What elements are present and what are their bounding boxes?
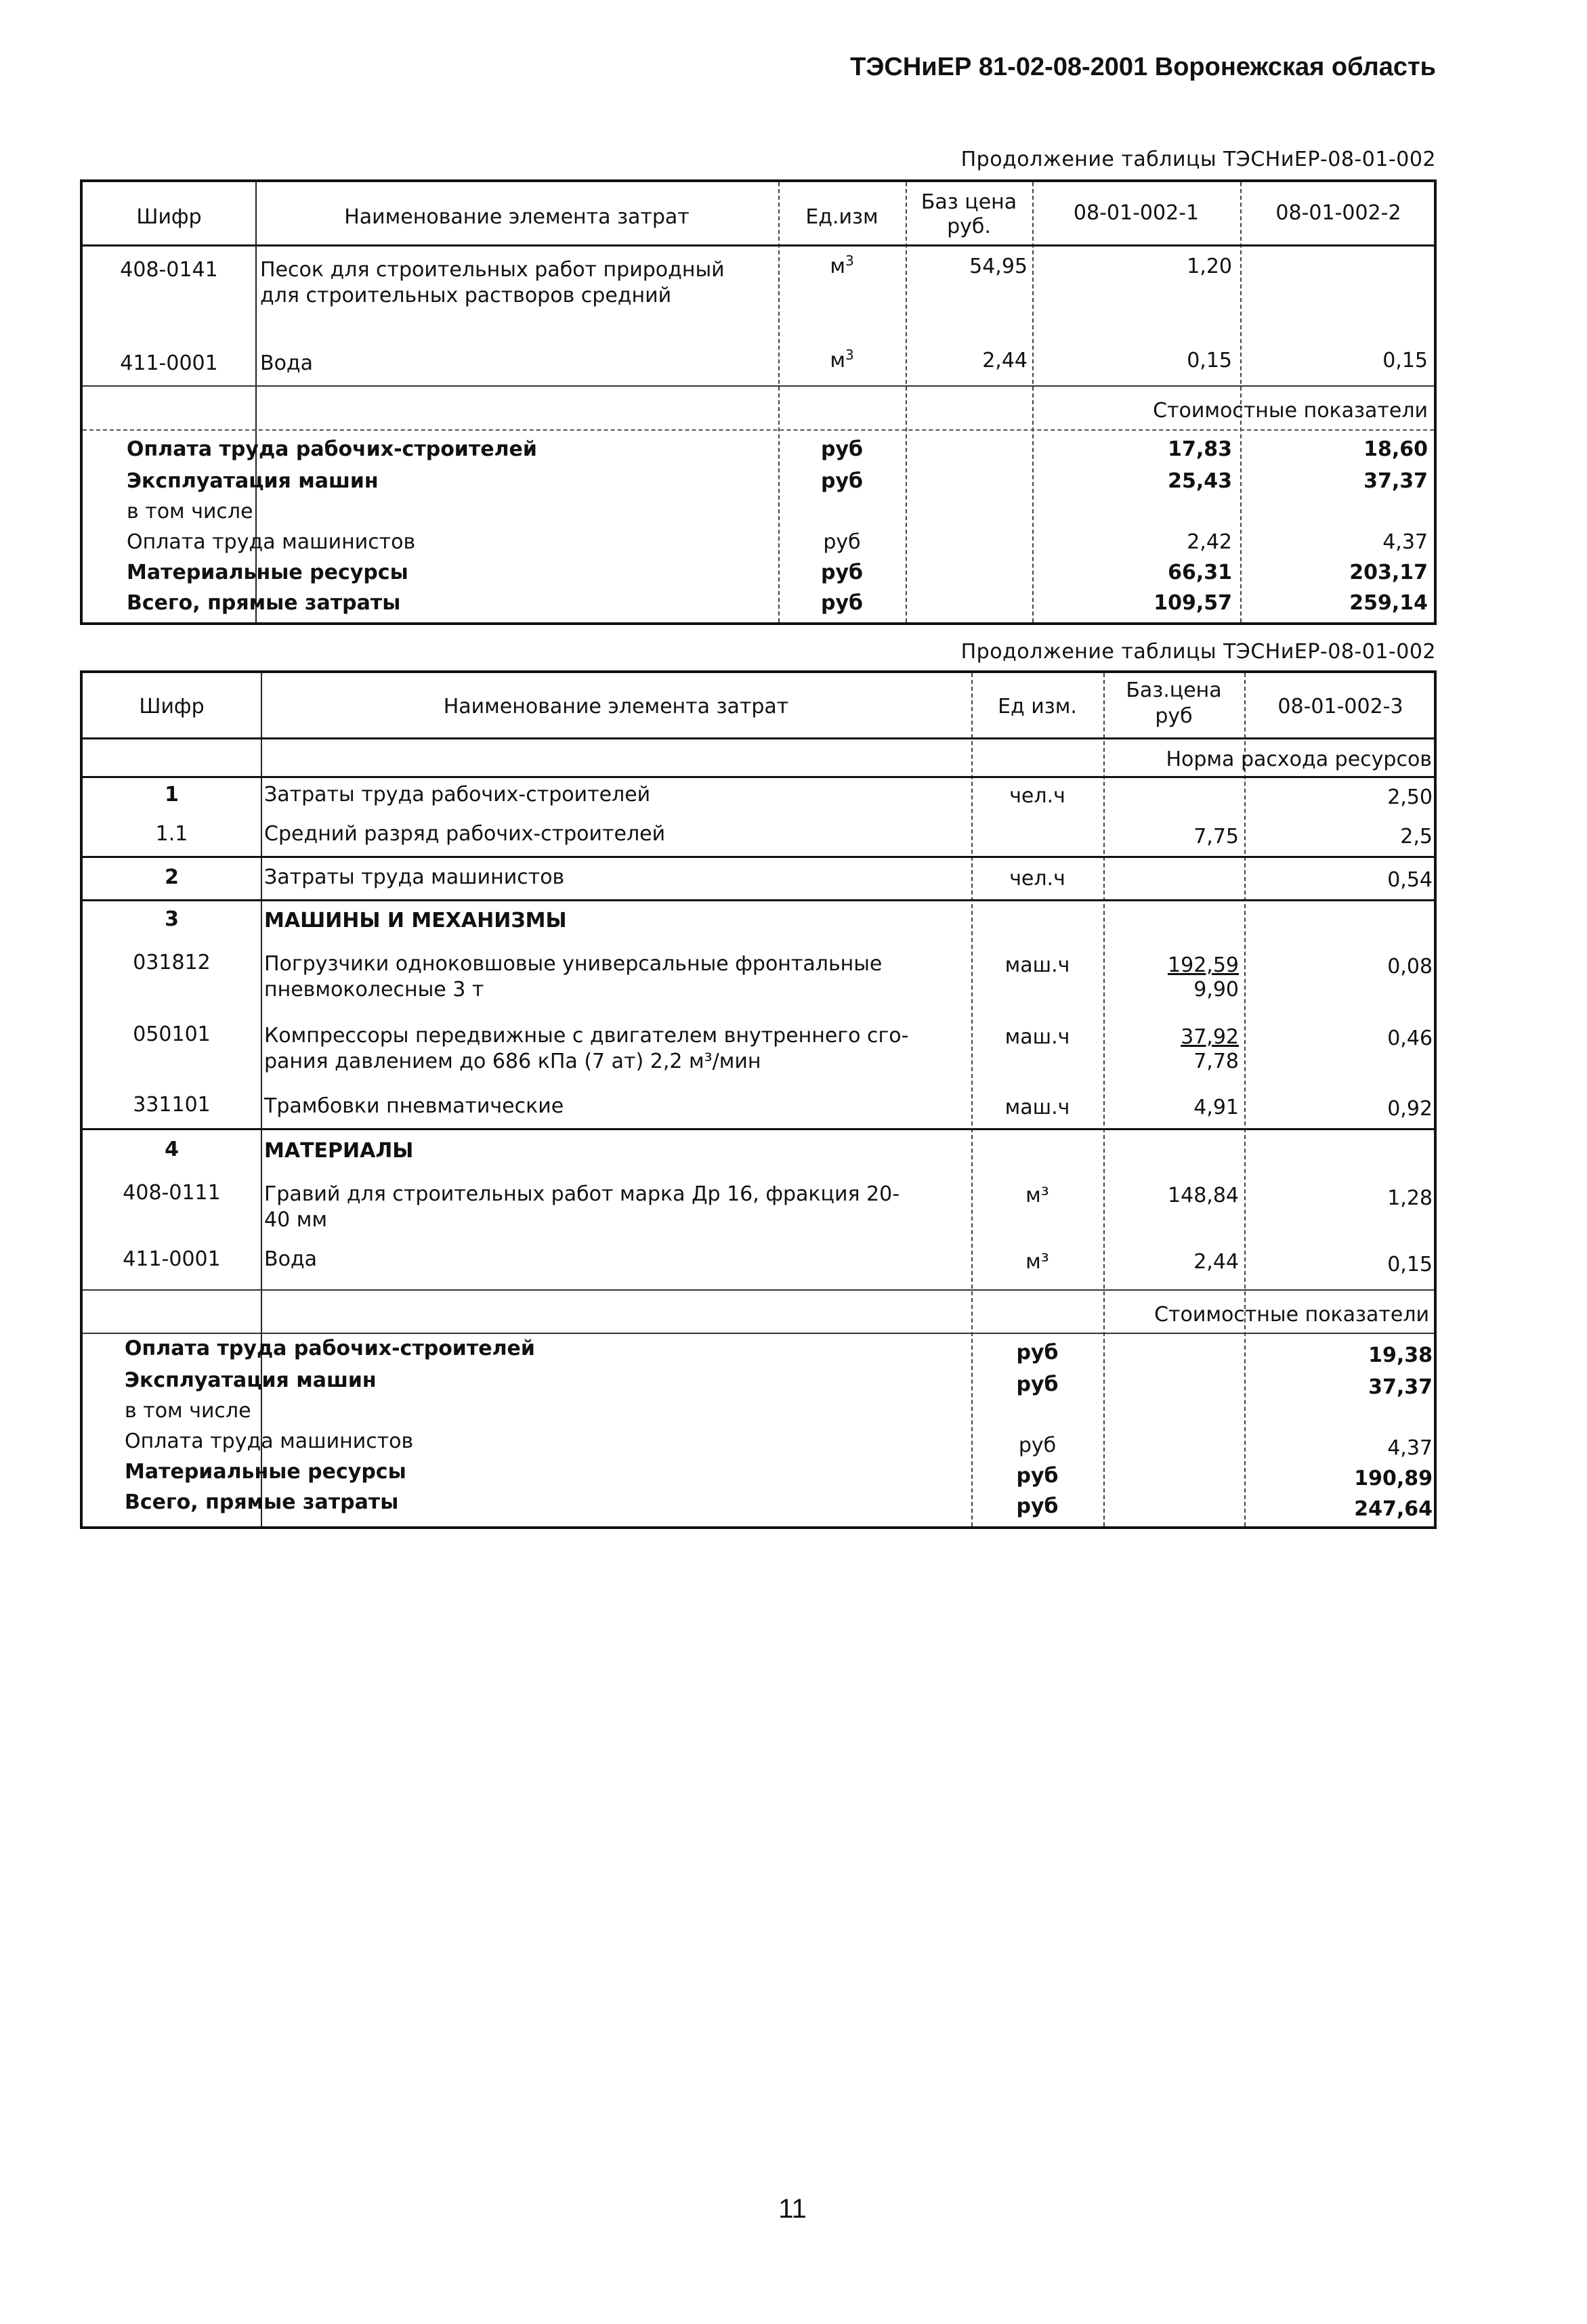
table2-row-price: 192,59 <box>1168 953 1239 977</box>
table1-cost-rule <box>83 429 1434 431</box>
table2-row-value: 0,92 <box>1387 1097 1433 1121</box>
table2-row-price: 37,92 <box>1181 1025 1239 1049</box>
table2-header-unit: Ед изм. <box>998 695 1077 718</box>
table2-norm-rule <box>83 776 1434 778</box>
table2-cost-value: 4,37 <box>1387 1436 1433 1460</box>
table1-cost-value: 259,14 <box>1349 591 1428 615</box>
table2-cost-name: Всего, прямые затраты <box>125 1490 399 1514</box>
table2-header-price-unit: руб <box>1155 704 1193 728</box>
table1-row-unit: $м^3$ <box>830 253 854 278</box>
table2-row-unit: маш.ч <box>1004 953 1070 977</box>
table1-cost-value: 18,60 <box>1363 437 1428 461</box>
table2-cost-name: в том числе <box>125 1399 251 1423</box>
table1-cost-name: Оплата труда рабочих-строителей <box>127 437 537 461</box>
table1-header-rule <box>83 244 1434 246</box>
table1-row-code: 408-0141 <box>120 258 218 282</box>
table1-cost-value: 66,31 <box>1168 561 1232 584</box>
table1-cost-name: Всего, прямые затраты <box>127 591 401 615</box>
table2-row-code: 411-0001 <box>123 1247 221 1271</box>
table2-row-rule <box>83 1289 1434 1291</box>
table2-cost-value: 190,89 <box>1354 1467 1433 1490</box>
table2-row-name: Вода <box>264 1247 318 1271</box>
table1-cost-value: 203,17 <box>1349 561 1428 584</box>
table2-row-value: 2,5 <box>1400 825 1433 848</box>
table2-norm-heading: Норма расхода ресурсов <box>1166 748 1432 771</box>
table2-header-col: 08-01-002-3 <box>1277 695 1403 718</box>
table1-cost-name: Эксплуатация машин <box>127 469 379 493</box>
table2-cost-unit: руб <box>1016 1373 1059 1396</box>
table2-cost-heading: Стоимостные показатели <box>1154 1303 1429 1327</box>
table2-row-name: Затраты труда машинистов <box>264 865 565 889</box>
table2-row-code: 4 <box>165 1138 179 1161</box>
table2-row-name: Погрузчики одноковшовые универсальные фронтальные <box>264 952 883 976</box>
table1-row-name: Песок для строительных работ природный <box>260 258 725 282</box>
table1 <box>80 179 1437 625</box>
table1-row-price: 2,44 <box>982 349 1028 372</box>
table2-row-name: Компрессоры передвижные с двигателем внутреннего сго- <box>264 1024 909 1048</box>
table2-col-divider <box>261 673 262 1526</box>
table1-col-divider <box>778 182 780 622</box>
table1-cost-unit: руб <box>821 437 863 461</box>
table2-row-value: 0,15 <box>1387 1253 1433 1276</box>
table2 <box>80 670 1437 1529</box>
table1-cost-value: 4,37 <box>1382 530 1428 554</box>
table1-cost-value: 109,57 <box>1154 591 1232 615</box>
table2-row-rule <box>83 856 1434 858</box>
table2-section-title: МАТЕРИАЛЫ <box>264 1139 414 1163</box>
table2-row-price: 2,44 <box>1193 1250 1239 1274</box>
table2-row-unit: маш.ч <box>1004 1025 1070 1049</box>
table2-row-code: 050101 <box>133 1023 211 1046</box>
table1-row-name-cont: для строительных растворов средний <box>260 284 672 307</box>
table2-row-price-machinist: 9,90 <box>1193 978 1239 1002</box>
table1-caption: Продолжение таблицы ТЭСНиЕР-08-01-002 <box>960 148 1436 171</box>
table1-header-price: Баз цена <box>921 190 1017 214</box>
table1-row-value: 1,20 <box>1187 255 1232 278</box>
table2-row-name-cont: 40 мм <box>264 1208 327 1232</box>
table1-cost-unit: руб <box>823 530 861 554</box>
table2-row-unit: чел.ч <box>1009 867 1065 890</box>
table1-header-col2: 08-01-002-2 <box>1275 201 1401 225</box>
table2-header-code: Шифр <box>139 695 205 718</box>
table1-row-code: 411-0001 <box>120 351 218 375</box>
table2-row-name: Трамбовки пневматические <box>264 1094 564 1118</box>
table2-cost-name: Материальные ресурсы <box>125 1460 406 1484</box>
table2-row-rule <box>83 899 1434 901</box>
table2-cost-unit: руб <box>1016 1464 1059 1488</box>
table2-row-name-cont: рания давлением до 686 кПа (7 ат) 2,2 м³/мин <box>264 1050 761 1073</box>
table2-cost-name: Эксплуатация машин <box>125 1369 377 1392</box>
table1-cost-name: в том числе <box>127 500 253 523</box>
table2-row-value: 2,50 <box>1387 786 1433 809</box>
table2-header-rule <box>83 737 1434 739</box>
table1-row-value: 0,15 <box>1187 349 1232 372</box>
table2-row-price: 148,84 <box>1168 1184 1239 1207</box>
table2-cost-value: 247,64 <box>1354 1497 1433 1521</box>
table2-row-unit: чел.ч <box>1009 784 1065 808</box>
table1-cost-unit: руб <box>821 591 863 615</box>
table2-cost-unit: руб <box>1018 1434 1057 1457</box>
table1-header-col1: 08-01-002-1 <box>1073 201 1200 225</box>
table2-row-value: 1,28 <box>1387 1186 1433 1210</box>
table2-row-name: Средний разряд рабочих-строителей <box>264 822 666 846</box>
table1-row-price: 54,95 <box>969 255 1028 278</box>
table2-cost-name: Оплата труда рабочих-строителей <box>125 1337 535 1360</box>
table1-cost-value: 37,37 <box>1363 469 1428 493</box>
table2-row-price-machinist: 7,78 <box>1193 1050 1239 1073</box>
table2-caption: Продолжение таблицы ТЭСНиЕР-08-01-002 <box>960 640 1436 664</box>
table1-cost-unit: руб <box>821 561 863 584</box>
table1-cost-value: 2,42 <box>1187 530 1232 554</box>
table2-row-unit: м³ <box>1025 1184 1049 1207</box>
table2-row-code: 031812 <box>133 951 211 974</box>
table1-header-name: Наименование элемента затрат <box>344 205 690 229</box>
table2-cost-unit: руб <box>1016 1494 1059 1518</box>
table2-row-name-cont: пневмоколесные 3 т <box>264 978 484 1002</box>
table1-header-code: Шифр <box>136 205 202 229</box>
table1-row-name: Вода <box>260 351 314 375</box>
table1-header-price-unit: руб. <box>947 215 991 238</box>
table2-cost-unit: руб <box>1016 1341 1059 1364</box>
table2-header-price: Баз.цена <box>1126 679 1222 702</box>
table1-row-rule <box>83 385 1434 387</box>
document-header: ТЭСНиЕР 81-02-08-2001 Воронежская область <box>850 53 1436 81</box>
table2-row-value: 0,46 <box>1387 1027 1433 1050</box>
table2-row-price: 4,91 <box>1193 1096 1239 1119</box>
table1-cost-value: 25,43 <box>1168 469 1232 493</box>
table1-header-unit: Ед.изм <box>805 205 879 229</box>
table2-row-name: Гравий для строительных работ марка Др 16, фракция 20- <box>264 1182 900 1206</box>
table1-row-unit: $м^3$ <box>830 347 854 372</box>
table2-row-code: 1 <box>165 783 179 806</box>
table2-cost-value: 19,38 <box>1368 1343 1433 1367</box>
table2-row-code: 3 <box>165 907 179 931</box>
table2-cost-name: Оплата труда машинистов <box>125 1429 414 1453</box>
table2-row-rule <box>83 1128 1434 1130</box>
table2-row-value: 0,08 <box>1387 955 1433 978</box>
table2-row-unit: маш.ч <box>1004 1096 1070 1119</box>
table2-section-title: МАШИНЫ И МЕХАНИЗМЫ <box>264 909 567 932</box>
page-number: 11 <box>778 2194 807 2224</box>
table1-cost-heading: Стоимостные показатели <box>1153 399 1428 423</box>
table1-row-value: 0,15 <box>1382 349 1428 372</box>
table2-header-name: Наименование элемента затрат <box>443 695 789 718</box>
table2-cost-value: 37,37 <box>1368 1375 1433 1399</box>
table1-cost-value: 17,83 <box>1168 437 1232 461</box>
table2-row-code: 2 <box>165 865 179 889</box>
table1-cost-name: Материальные ресурсы <box>127 561 408 584</box>
table2-row-price: 7,75 <box>1193 825 1239 848</box>
table2-row-code: 331101 <box>133 1093 211 1117</box>
table2-cost-rule <box>83 1333 1434 1334</box>
table1-cost-name: Оплата труда машинистов <box>127 530 416 554</box>
table2-row-code: 408-0111 <box>123 1181 221 1205</box>
table2-row-code: 1.1 <box>155 822 188 846</box>
table1-cost-unit: руб <box>821 469 863 493</box>
table2-row-name: Затраты труда рабочих-строителей <box>264 783 651 806</box>
table2-row-unit: м³ <box>1025 1250 1049 1274</box>
table2-row-value: 0,54 <box>1387 868 1433 892</box>
table1-col-divider <box>255 182 257 622</box>
